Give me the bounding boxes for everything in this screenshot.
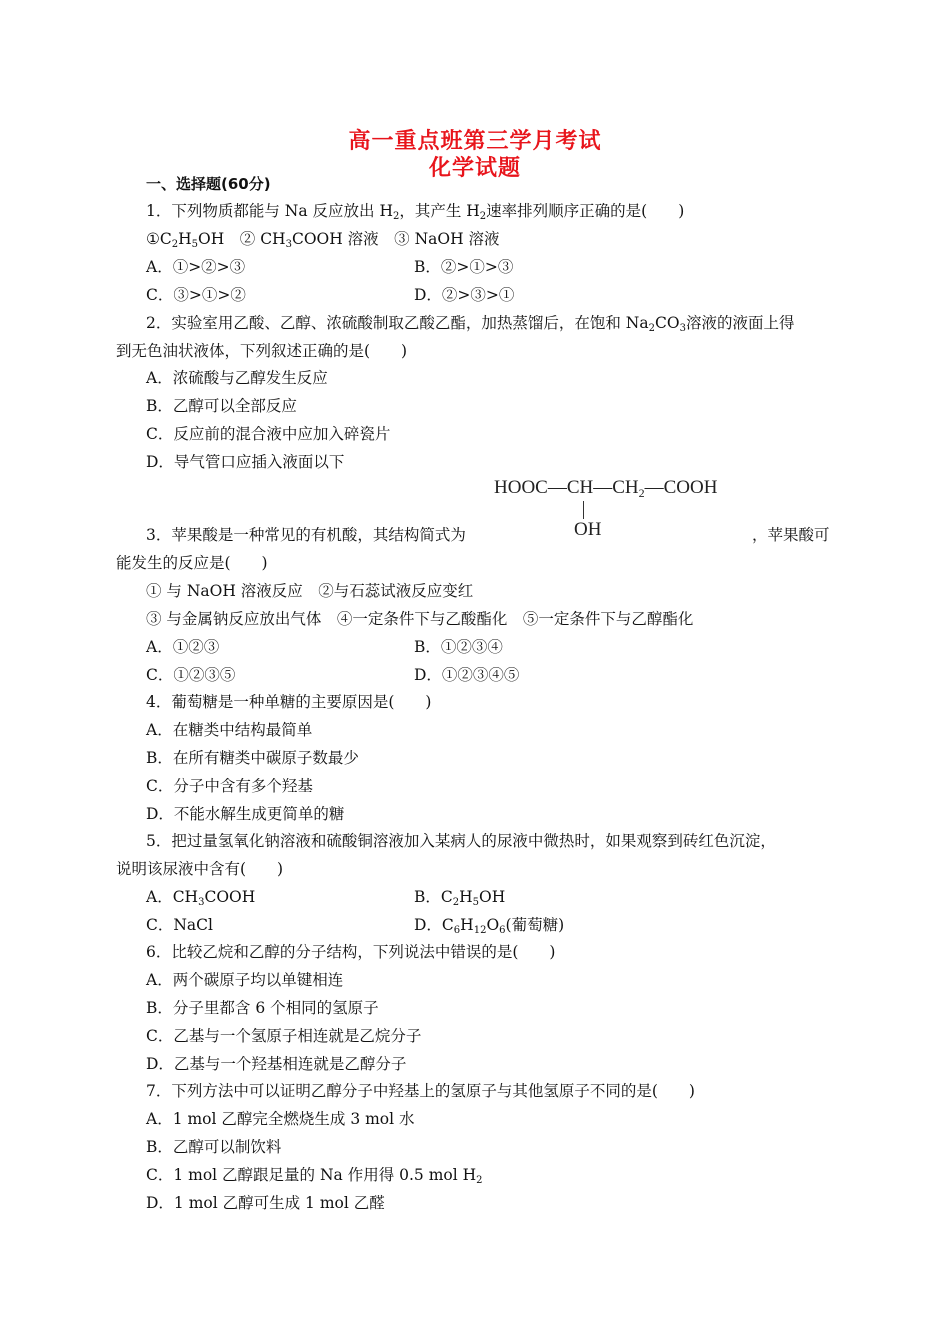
q6-option-c: C．乙基与一个氢原子相连就是乙烷分子 (146, 1027, 422, 1045)
q5-option-c: C．NaCl (146, 916, 213, 934)
q7-option-c: C．1 mol 乙醇跟足量的 Na 作用得 0.5 mol $H_2$ (146, 1166, 483, 1186)
q7-option-d: D．1 mol 乙醇可生成 1 mol 乙醛 (146, 1194, 385, 1212)
q2-stem: 2．实验室用乙酸、乙醇、浓硫酸制取乙酸乙酯，加热蒸馏后，在饱和 $Na_2CO_3$溶液的液面上得 (146, 314, 795, 334)
malic-acid-formula: $HOOC—CH—CH_2—COOH$ (494, 477, 718, 500)
q4-stem: 4．葡萄糖是一种单糖的主要原因是( ) (146, 693, 432, 711)
q3-option-d: D．①②③④⑤ (414, 666, 520, 684)
q3-stem: 3．苹果酸是一种常见的有机酸，其结构简式为 (146, 526, 466, 544)
q1-stem: 1．下列物质都能与 Na 反应放出 $H_2$，其产生 $H_2$速率排列顺序正确的是( ) (146, 202, 685, 222)
q1-option-b: B．②>①>③ (414, 258, 514, 276)
q1-option-c: C．③>①>② (146, 286, 246, 304)
q2-option-c: C．反应前的混合液中应加入碎瓷片 (146, 425, 391, 443)
q5-option-a: A．$CH_3COOH$ (146, 888, 256, 908)
q4-option-b: B．在所有糖类中碳原子数最少 (146, 749, 359, 767)
q3-choices-1: ① 与 NaOH 溶液反应 ②与石蕊试液反应变红 (146, 582, 474, 600)
q7-stem: 7．下列方法中可以证明乙醇分子中羟基上的氢原子与其他氢原子不同的是( ) (146, 1082, 695, 1100)
q5-stem-cont: 说明该尿液中含有( ) (116, 860, 284, 878)
q2-option-b: B．乙醇可以全部反应 (146, 397, 297, 415)
formula-hydroxyl: OH (574, 519, 602, 540)
q2-stem-cont: 到无色油状液体，下列叙述正确的是( ) (116, 342, 408, 360)
exam-subtitle: 化学试题 (428, 156, 521, 181)
q6-option-d: D．乙基与一个羟基相连就是乙醇分子 (146, 1055, 407, 1073)
q4-option-a: A．在糖类中结构最简单 (146, 721, 313, 739)
exam-title: 高一重点班第三学月考试 (348, 129, 602, 154)
q3-option-b: B．①②③④ (414, 638, 503, 656)
q1-items: $①C_2H_5OH$ ② $CH_3COOH$ 溶液 ③ NaOH 溶液 (146, 230, 500, 250)
q6-option-b: B．分子里都含 6 个相同的氢原子 (146, 999, 379, 1017)
q4-option-c: C．分子中含有多个羟基 (146, 777, 313, 795)
q3-stem-tail: ，苹果酸可 (752, 526, 830, 544)
q5-option-d: D．$C_6H_{12}O_6$(葡萄糖) (414, 916, 565, 936)
q3-option-a: A．①②③ (146, 638, 220, 656)
q7-option-b: B．乙醇可以制饮料 (146, 1138, 282, 1156)
q4-option-d: D．不能水解生成更简单的糖 (146, 805, 345, 823)
q7-option-a: A．1 mol 乙醇完全燃烧生成 3 mol 水 (146, 1110, 415, 1128)
q2-option-a: A．浓硫酸与乙醇发生反应 (146, 369, 328, 387)
q1-option-d: D．②>③>① (414, 286, 515, 304)
formula-bond-line (583, 501, 584, 519)
q6-stem: 6．比较乙烷和乙醇的分子结构，下列说法中错误的是( ) (146, 943, 556, 961)
q5-option-b: B．$C_2H_5OH$ (414, 888, 506, 908)
q3-choices-2: ③ 与金属钠反应放出气体 ④一定条件下与乙酸酯化 ⑤一定条件下与乙醇酯化 (146, 610, 694, 628)
q3-stem-cont: 能发生的反应是( ) (116, 554, 268, 572)
q1-option-a: A．①>②>③ (146, 258, 246, 276)
section-heading: 一、选择题(60分) (146, 175, 271, 193)
q5-stem: 5．把过量氢氧化钠溶液和硫酸铜溶液加入某病人的尿液中微热时，如果观察到砖红色沉淀， (146, 832, 776, 850)
q3-option-c: C．①②③⑤ (146, 666, 236, 684)
q6-option-a: A．两个碳原子均以单键相连 (146, 971, 344, 989)
q2-option-d: D．导气管口应插入液面以下 (146, 453, 345, 471)
